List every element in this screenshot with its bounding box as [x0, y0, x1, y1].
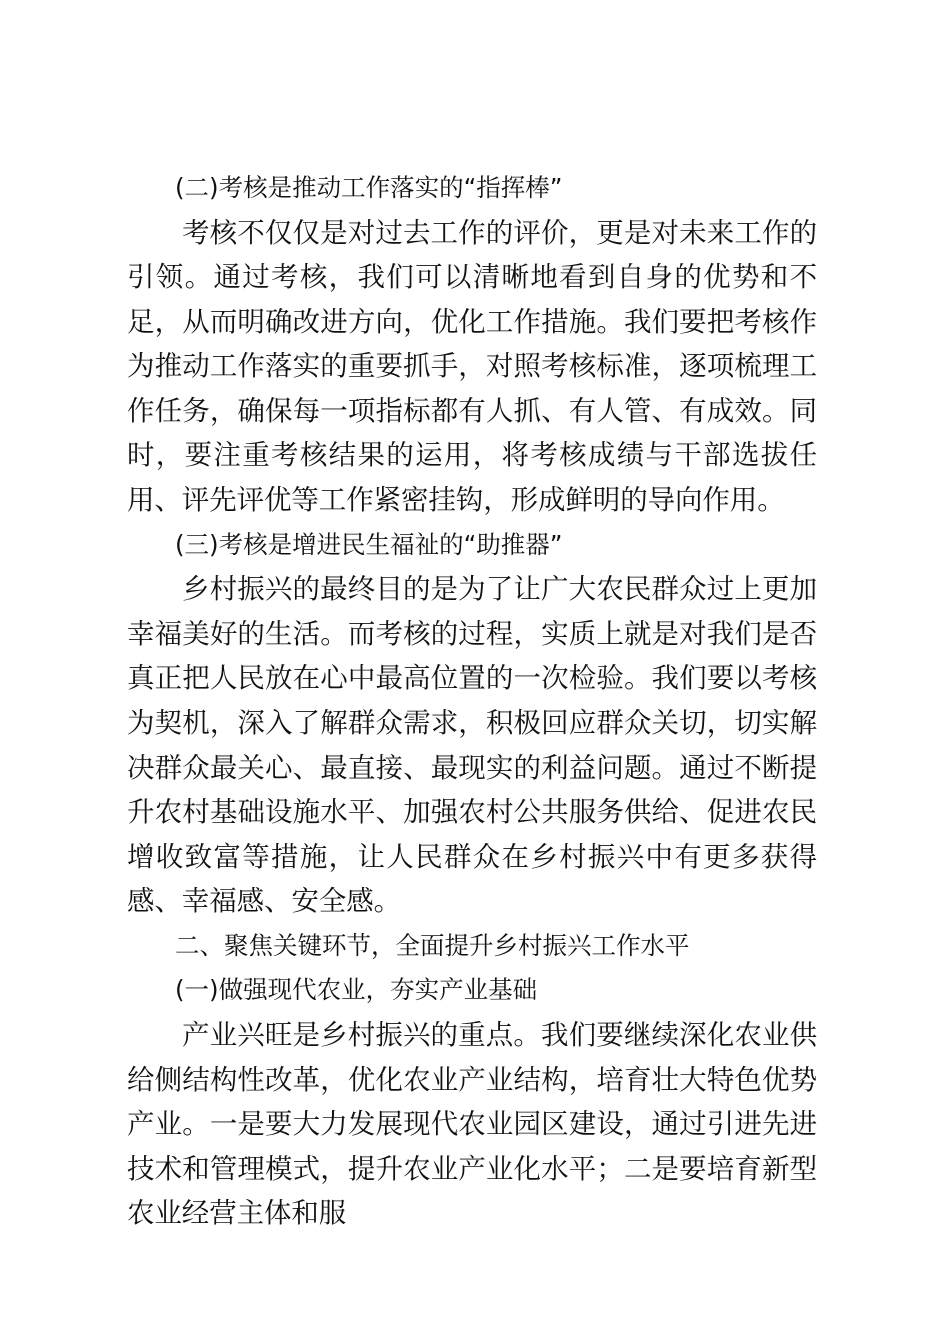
paragraph-rural-wellbeing: 乡村振兴的最终目的是为了让广大农民群众过上更加幸福美好的生活。而考核的过程，实质上就是对我们是否真正把人民放在心中最高位置的一次检验。我们要以考核为契机，深入了解群众需求，积极回应群众关切，切实解决群众最关心、最直接、最现实的利益问题。通过不断提升农村基础设施水平、加强农村公共服务供给、促进农民增收致富等措施，让人民群众在乡村振兴中有更多获得感、幸福感、安全感。	[127, 573, 817, 918]
subheading-modern-agriculture: (一)做强现代农业，夯实产业基础	[175, 975, 538, 1005]
paragraph-assessment-guidance: 考核不仅仅是对过去工作的评价，更是对未来工作的引领。通过考核，我们可以清晰地看到自身的优势和不足，从而明确改进方向，优化工作措施。我们要把考核作为推动工作落实的重要抓手，对照考核标准，逐项梳理工作任务，确保每一项指标都有人抓、有人管、有成效。同时，要注重考核结果的运用，将考核成绩与干部选拔任用、评先评优等工作紧密挂钩，形成鲜明的导向作用。	[127, 216, 817, 517]
subheading-assessment-booster: (三)考核是增进民生福祉的“助推器”	[175, 529, 563, 559]
section-heading-key-links: 二、聚焦关键环节，全面提升乡村振兴工作水平	[175, 930, 690, 960]
subheading-assessment-baton: (二)考核是推动工作落实的“指挥棒”	[175, 173, 563, 202]
paragraph-industry-prosperity: 产业兴旺是乡村振兴的重点。我们要继续深化农业供给侧结构性改革，优化农业产业结构，培育壮大特色优势产业。一是要大力发展现代农业园区建设，通过引进先进技术和管理模式，提升农业产业化水平；二是要培育新型农业经营主体和服	[127, 1018, 817, 1230]
document-body	[127, 166, 817, 1236]
